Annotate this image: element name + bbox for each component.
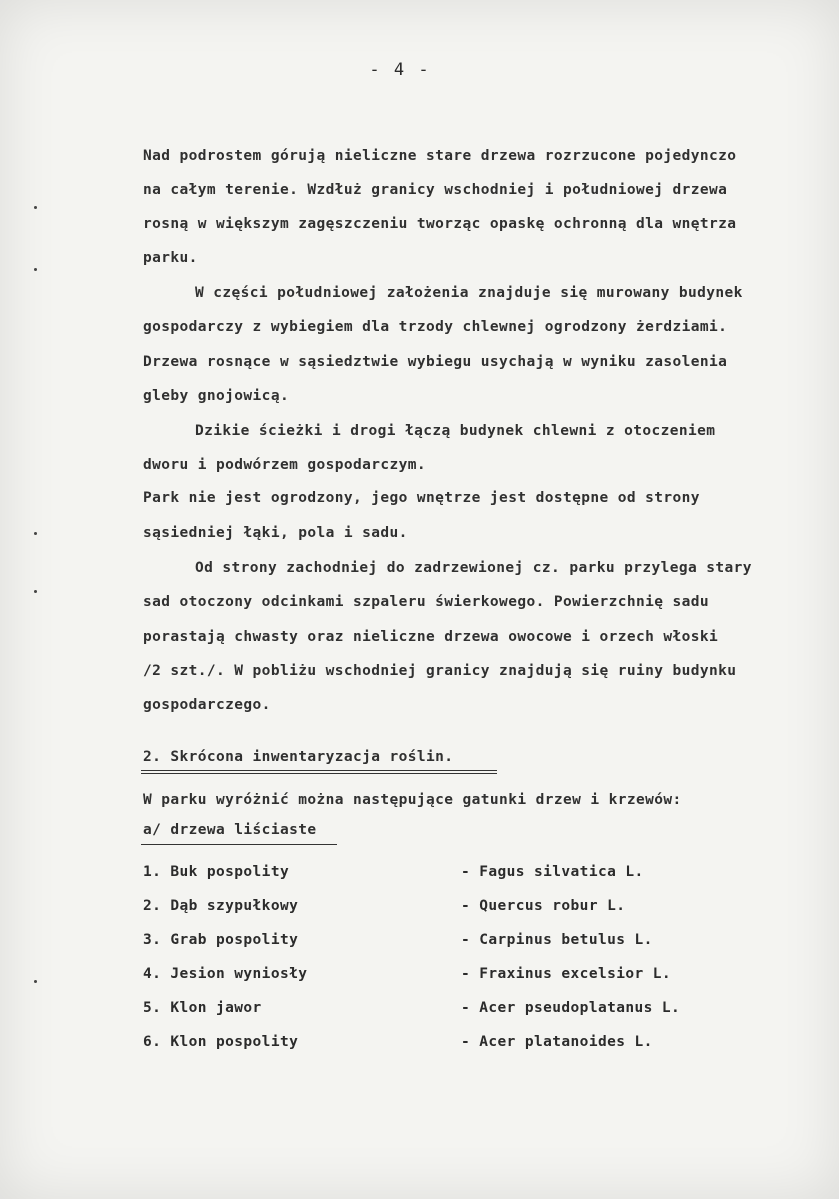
list-item	[143, 1034, 763, 1054]
margin-mark	[34, 980, 37, 983]
text-line: Dzikie ścieżki i drogi łączą budynek chlewni z otoczeniem	[195, 423, 716, 439]
margin-mark	[34, 590, 37, 593]
text-line: sąsiedniej łąki, pola i sadu.	[143, 525, 408, 541]
text-line: Drzewa rosnące w sąsiedztwie wybiegu usychają w wyniku zasolenia	[143, 354, 728, 370]
species-polish-name: 5. Klon jawor	[143, 1000, 262, 1016]
text-line: Od strony zachodniej do zadrzewionej cz. parku przylega stary	[195, 560, 752, 576]
text-line: rosną w większym zagęszczeniu tworząc opaskę ochronną dla wnętrza	[143, 216, 737, 232]
heading-underline	[141, 770, 497, 774]
margin-mark	[34, 532, 37, 535]
text-line: Park nie jest ogrodzony, jego wnętrze jest dostępne od strony	[143, 490, 700, 506]
text-line: /2 szt./. W pobliżu wschodniej granicy znajdują się ruiny budynku	[143, 663, 737, 679]
text-line: gospodarczego.	[143, 697, 271, 713]
species-latin-name: - Quercus robur L.	[461, 898, 626, 914]
text-line: dworu i podwórzem gospodarczym.	[143, 457, 427, 473]
list-item	[143, 1000, 763, 1020]
species-latin-name: - Acer platanoides L.	[461, 1034, 653, 1050]
list-item	[143, 966, 763, 986]
list-item	[143, 932, 763, 952]
species-polish-name: 3. Grab pospolity	[143, 932, 299, 948]
subheading-underline	[141, 844, 337, 845]
species-latin-name: - Fraxinus excelsior L.	[461, 966, 671, 982]
species-polish-name: 1. Buk pospolity	[143, 864, 290, 880]
text-line: W części południowej założenia znajduje się murowany budynek	[195, 285, 743, 301]
list-item	[143, 864, 763, 884]
text-line: sad otoczony odcinkami szpaleru świerkowego. Powierzchnię sadu	[143, 594, 710, 610]
text-line: gospodarczy z wybiegiem dla trzody chlewnej ogrodzony żerdziami.	[143, 319, 728, 335]
text-line: gleby gnojowicą.	[143, 388, 290, 404]
margin-mark	[34, 268, 37, 271]
species-latin-name: - Carpinus betulus L.	[461, 932, 653, 948]
subheading: a/ drzewa liściaste	[143, 822, 317, 838]
species-polish-name: 2. Dąb szypułkowy	[143, 898, 299, 914]
species-latin-name: - Fagus silvatica L.	[461, 864, 644, 880]
text-line: parku.	[143, 250, 198, 266]
intro-line: W parku wyróżnić można następujące gatunki drzew i krzewów:	[143, 792, 682, 808]
page-number: - 4 -	[369, 60, 431, 80]
margin-mark	[34, 206, 37, 209]
text-line: porastają chwasty oraz nieliczne drzewa owocowe i orzech włoski	[143, 629, 719, 645]
section-heading: 2. Skrócona inwentaryzacja roślin.	[143, 749, 454, 765]
text-line: na całym terenie. Wzdłuż granicy wschodniej i południowej drzewa	[143, 182, 728, 198]
species-latin-name: - Acer pseudoplatanus L.	[461, 1000, 681, 1016]
species-polish-name: 4. Jesion wyniosły	[143, 966, 308, 982]
species-polish-name: 6. Klon pospolity	[143, 1034, 299, 1050]
list-item	[143, 898, 763, 918]
text-line: Nad podrostem górują nieliczne stare drzewa rozrzucone pojedynczo	[143, 148, 737, 164]
